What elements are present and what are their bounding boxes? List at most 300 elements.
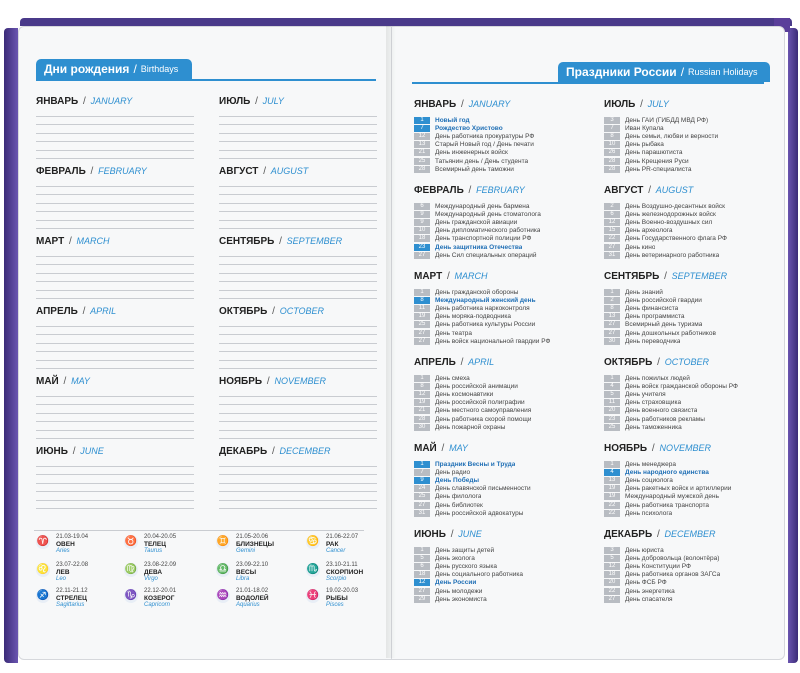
holiday-day: 10 <box>604 141 620 148</box>
cover-edge-top <box>20 18 792 26</box>
holiday-name: День знаний <box>625 288 663 296</box>
write-line <box>219 257 377 266</box>
holiday-name: День Сил специальных операций <box>435 251 537 259</box>
write-line <box>36 108 194 117</box>
holiday-row <box>604 321 779 329</box>
month-heading <box>219 376 326 387</box>
holiday-name: День моряка-подводника <box>435 313 511 321</box>
holiday-row <box>414 460 589 468</box>
write-line <box>36 318 194 327</box>
holiday-day: 18 <box>604 571 620 578</box>
slash: / <box>60 376 70 387</box>
write-line <box>36 142 194 151</box>
holiday-row <box>414 476 589 484</box>
holiday-row <box>604 390 779 398</box>
holiday-day: 6 <box>414 563 430 570</box>
holiday-row <box>414 374 589 382</box>
slash: / <box>458 99 467 110</box>
holiday-day: 25 <box>414 321 430 328</box>
write-line <box>36 388 194 397</box>
holiday-day: 6 <box>414 203 430 210</box>
month-name-ru: ИЮНЬ <box>414 529 446 540</box>
holiday-day: 12 <box>414 133 430 140</box>
holiday-name: День радио <box>435 468 471 476</box>
slash: / <box>645 185 654 196</box>
month-name-ru: СЕНТЯБРЬ <box>604 271 660 282</box>
birthday-write-lines[interactable] <box>219 108 377 159</box>
slash: / <box>637 99 646 110</box>
zodiac-aries-icon: ♈ <box>36 536 50 547</box>
write-line <box>219 187 377 196</box>
holiday-day: 12 <box>604 563 620 570</box>
holidays-tab-rule <box>412 82 764 84</box>
holiday-row <box>604 202 779 210</box>
zodiac-dates: 23.07-22.08 <box>56 562 89 568</box>
holiday-row <box>414 571 589 579</box>
write-line <box>36 204 194 213</box>
zodiac-text <box>144 562 176 583</box>
holiday-list <box>604 460 779 517</box>
zodiac-latin: Gemini <box>236 548 256 554</box>
holiday-name: День войск гражданской обороны РФ <box>625 382 738 390</box>
holiday-day: 2 <box>604 297 620 304</box>
zodiac-latin: Virgo <box>144 576 158 582</box>
holiday-row <box>604 124 779 132</box>
holiday-name: День работника культуры России <box>435 321 536 329</box>
holiday-day: 7 <box>604 125 620 132</box>
write-line <box>36 475 194 484</box>
write-line <box>36 248 194 257</box>
zodiac-sign <box>306 588 391 614</box>
slash: / <box>87 166 97 177</box>
birthday-write-lines[interactable] <box>219 458 377 509</box>
holiday-name: День транспортной полиции РФ <box>435 235 532 243</box>
holiday-name: День российской гвардии <box>625 296 702 304</box>
holiday-list <box>414 288 589 345</box>
tab-separator: / <box>680 65 685 79</box>
holiday-name: День добровольца (волонтёра) <box>625 554 720 562</box>
holiday-row <box>414 415 589 423</box>
write-line <box>219 125 377 134</box>
holiday-name: День финансиста <box>625 304 679 312</box>
holiday-day: 1 <box>604 461 620 468</box>
month-name-en: FEBRUARY <box>98 166 147 176</box>
write-line <box>219 291 377 300</box>
month-name-en: OCTOBER <box>279 306 325 316</box>
write-line <box>219 282 377 291</box>
zodiac-latin: Sagittarius <box>56 602 85 608</box>
holiday-day: 1 <box>604 289 620 296</box>
holiday-day: 7 <box>414 469 430 476</box>
zodiac-text <box>326 588 358 609</box>
holiday-row <box>414 157 589 165</box>
slash: / <box>661 271 670 282</box>
write-line <box>219 335 377 344</box>
zodiac-dates: 21.01-18.02 <box>236 588 269 594</box>
holiday-name: День библиотек <box>435 501 483 509</box>
holiday-list <box>414 202 589 259</box>
holiday-day: 31 <box>414 510 430 517</box>
holiday-row <box>604 501 779 509</box>
holiday-row <box>604 218 779 226</box>
month-heading <box>219 96 284 107</box>
birthdays-title-ru: Дни рождения <box>44 62 130 76</box>
month-name-ru: ФЕВРАЛЬ <box>36 166 86 177</box>
holiday-name: День семьи, любви и верности <box>625 132 719 140</box>
zodiac-text <box>326 534 358 555</box>
zodiac-dates: 20.04-20.05 <box>144 534 177 540</box>
holiday-row <box>604 304 779 312</box>
holiday-row <box>604 587 779 595</box>
holiday-name: День социального работника <box>435 571 523 579</box>
write-line <box>36 335 194 344</box>
birthdays-tab-rule <box>36 79 376 81</box>
month-name-ru: АПРЕЛЬ <box>414 357 456 368</box>
write-line <box>36 458 194 467</box>
holiday-name: День театра <box>435 329 472 337</box>
holiday-day: 7 <box>414 125 430 132</box>
holiday-row <box>604 210 779 218</box>
holiday-day: 13 <box>604 313 620 320</box>
holiday-row <box>414 251 589 259</box>
holiday-row <box>604 509 779 517</box>
month-heading <box>219 166 308 177</box>
holiday-day: 12 <box>604 219 620 226</box>
write-line <box>36 422 194 431</box>
month-name-en: MARCH <box>454 271 488 281</box>
birthday-write-lines[interactable] <box>36 108 194 159</box>
zodiac-dates: 21.06-22.07 <box>326 534 359 540</box>
write-line <box>36 151 194 160</box>
holiday-name: День молодежи <box>435 587 483 595</box>
zodiac-sagittarius-icon: ♐ <box>36 590 50 601</box>
holiday-name: Международный женский день <box>435 296 536 304</box>
holiday-day: 22 <box>604 502 620 509</box>
holiday-row <box>414 141 589 149</box>
holiday-row <box>414 390 589 398</box>
month-heading <box>36 306 116 317</box>
write-line <box>219 484 377 493</box>
holiday-list <box>604 288 779 345</box>
holiday-day: 20 <box>604 579 620 586</box>
holiday-name: День переводчика <box>625 337 681 345</box>
holiday-day: 8 <box>414 297 430 304</box>
birthday-write-lines[interactable] <box>219 318 377 369</box>
holiday-row <box>604 374 779 382</box>
write-line <box>219 501 377 510</box>
holiday-name: День пожилых людей <box>625 374 690 382</box>
zodiac-sign <box>36 562 121 588</box>
write-line <box>219 405 377 414</box>
zodiac-capricorn-icon: ♑ <box>124 590 138 601</box>
holiday-day: 27 <box>414 252 430 259</box>
month-heading <box>414 443 468 454</box>
write-line <box>36 431 194 440</box>
write-line <box>36 257 194 266</box>
write-line <box>219 467 377 476</box>
holiday-row <box>604 546 779 554</box>
zodiac-latin: Scorpio <box>326 576 347 582</box>
write-line <box>36 195 194 204</box>
holiday-name: День работника органов ЗАГСа <box>625 571 721 579</box>
month-name-ru: ЯНВАРЬ <box>414 99 457 110</box>
slash: / <box>465 185 475 196</box>
month-name-en: OCTOBER <box>664 357 710 367</box>
holiday-row <box>604 251 779 259</box>
month-name-ru: ФЕВРАЛЬ <box>414 185 464 196</box>
slash: / <box>269 446 278 457</box>
holiday-row <box>604 468 779 476</box>
holiday-row <box>414 546 589 554</box>
holiday-day: 8 <box>604 305 620 312</box>
zodiac-name: РАК <box>326 541 339 548</box>
holiday-day: 23 <box>414 244 430 251</box>
month-name-ru: НОЯБРЬ <box>219 376 263 387</box>
holiday-name: День энергетика <box>625 587 675 595</box>
holiday-day: 19 <box>604 493 620 500</box>
holiday-row <box>414 149 589 157</box>
month-heading <box>604 357 709 368</box>
month-name-en: JUNE <box>80 446 104 456</box>
birthdays-tab <box>36 59 192 79</box>
holiday-name: День местного самоуправления <box>435 407 532 415</box>
holiday-row <box>414 579 589 587</box>
holiday-row <box>604 423 779 431</box>
month-name-ru: МАЙ <box>36 376 59 387</box>
holiday-row <box>414 329 589 337</box>
holiday-row <box>414 124 589 132</box>
holiday-row <box>604 235 779 243</box>
holiday-day: 19 <box>414 313 430 320</box>
month-heading <box>604 185 693 196</box>
holiday-day: 29 <box>414 596 430 603</box>
holiday-name: День ФСБ РФ <box>625 579 667 587</box>
write-line <box>36 492 194 501</box>
holiday-name: День парашютиста <box>625 149 683 157</box>
holiday-row <box>414 468 589 476</box>
month-heading <box>414 529 482 540</box>
holiday-name: День страховщика <box>625 399 682 407</box>
holiday-day: 27 <box>414 502 430 509</box>
holiday-day: 4 <box>604 383 620 390</box>
month-heading <box>36 236 110 247</box>
holiday-day: 1 <box>414 461 430 468</box>
month-heading <box>604 99 669 110</box>
month-heading <box>36 446 104 457</box>
zodiac-name: ЛЕВ <box>56 569 70 576</box>
write-line <box>36 212 194 221</box>
holiday-row <box>604 554 779 562</box>
holiday-day: 22 <box>604 588 620 595</box>
month-name-en: DECEMBER <box>664 529 716 539</box>
zodiac-pisces-icon: ♓ <box>306 590 320 601</box>
holiday-name: День инженерных войск <box>435 149 508 157</box>
holiday-name: Старый Новый год / День печати <box>435 141 534 149</box>
zodiac-latin: Leo <box>56 576 67 582</box>
slash: / <box>269 306 278 317</box>
month-name-ru: ОКТЯБРЬ <box>219 306 268 317</box>
holiday-day: 30 <box>604 338 620 345</box>
holiday-row <box>604 243 779 251</box>
holiday-day: 27 <box>604 321 620 328</box>
month-name-en: APRIL <box>90 306 117 316</box>
holidays-tab <box>558 62 770 82</box>
birthday-write-lines[interactable] <box>36 458 194 509</box>
write-line <box>219 248 377 257</box>
slash: / <box>276 236 285 247</box>
zodiac-name: ВЕСЫ <box>236 569 257 576</box>
zodiac-name: БЛИЗНЕЦЫ <box>236 541 274 548</box>
holiday-row <box>414 165 589 173</box>
holiday-day: 27 <box>414 338 430 345</box>
holiday-name: День Воздушно-десантных войск <box>625 202 726 210</box>
write-line <box>36 352 194 361</box>
zodiac-dates: 23.08-22.09 <box>144 562 177 568</box>
month-heading <box>414 271 488 282</box>
zodiac-dates: 21.03-19.04 <box>56 534 89 540</box>
month-heading <box>604 443 711 454</box>
zodiac-dates: 23.09-22.10 <box>236 562 269 568</box>
birthday-write-lines[interactable] <box>219 178 377 229</box>
slash: / <box>69 446 79 457</box>
holiday-row <box>604 329 779 337</box>
write-line <box>36 125 194 134</box>
holiday-name: День работников рекламы <box>625 415 705 423</box>
birthday-write-lines[interactable] <box>219 388 377 439</box>
slash: / <box>252 96 261 107</box>
cover-edge-right <box>788 28 798 663</box>
birthday-write-lines[interactable] <box>36 388 194 439</box>
write-line <box>36 397 194 406</box>
slash: / <box>649 443 658 454</box>
holiday-name: День менеджера <box>625 460 676 468</box>
month-name-en: MAY <box>71 376 90 386</box>
month-name-en: JUNE <box>458 529 482 539</box>
write-line <box>36 178 194 187</box>
holiday-name: День экономиста <box>435 595 487 603</box>
holiday-name: День народного единства <box>625 468 709 476</box>
holiday-day: 24 <box>414 485 430 492</box>
holiday-name: День гражданской обороны <box>435 288 519 296</box>
birthday-write-lines[interactable] <box>36 248 194 299</box>
slash: / <box>80 96 89 107</box>
write-line <box>36 134 194 143</box>
birthday-write-lines[interactable] <box>36 318 194 369</box>
zodiac-sign <box>216 562 301 588</box>
holiday-day: 9 <box>414 211 430 218</box>
holiday-name: День юриста <box>625 546 664 554</box>
holiday-row <box>604 313 779 321</box>
holiday-day: 5 <box>604 555 620 562</box>
holiday-name: День военного связиста <box>625 407 698 415</box>
holiday-row <box>604 493 779 501</box>
holiday-day: 15 <box>604 227 620 234</box>
holiday-row <box>604 288 779 296</box>
month-name-ru: МАЙ <box>414 443 437 454</box>
month-name-en: APRIL <box>468 357 495 367</box>
holiday-name: День дошкольных работников <box>625 329 716 337</box>
write-line <box>219 151 377 160</box>
holiday-day: 3 <box>604 547 620 554</box>
holiday-name: День эколога <box>435 554 475 562</box>
slash: / <box>457 357 467 368</box>
zodiac-leo-icon: ♌ <box>36 564 50 575</box>
zodiac-sign <box>306 534 391 560</box>
tab-separator: / <box>133 62 137 76</box>
holiday-name: День ракетных войск и артиллерии <box>625 485 732 493</box>
birthday-write-lines[interactable] <box>36 178 194 229</box>
holiday-name: День смеха <box>435 374 470 382</box>
holiday-row <box>414 382 589 390</box>
write-line <box>219 361 377 370</box>
zodiac-name: СКОРПИОН <box>326 569 364 576</box>
slash: / <box>444 271 453 282</box>
holiday-row <box>414 202 589 210</box>
slash: / <box>79 306 89 317</box>
write-line <box>36 282 194 291</box>
zodiac-libra-icon: ♎ <box>216 564 230 575</box>
holiday-list <box>604 374 779 431</box>
holiday-day: 2 <box>604 203 620 210</box>
month-name-ru: ЯНВАРЬ <box>36 96 79 107</box>
holiday-day: 27 <box>604 244 620 251</box>
holiday-row <box>414 337 589 345</box>
write-line <box>219 265 377 274</box>
holiday-row <box>604 157 779 165</box>
write-line <box>219 274 377 283</box>
holiday-row <box>604 595 779 603</box>
holiday-name: День учителя <box>625 390 666 398</box>
month-name-en: AUGUST <box>655 185 694 195</box>
write-line <box>36 344 194 353</box>
birthday-write-lines[interactable] <box>219 248 377 299</box>
zodiac-text <box>144 534 176 555</box>
holiday-name: День защитника Отечества <box>435 243 523 251</box>
holiday-day: 21 <box>414 149 430 156</box>
holiday-name: День космонавтики <box>435 390 494 398</box>
holiday-name: Международный день стоматолога <box>435 210 541 218</box>
holiday-day: 21 <box>414 407 430 414</box>
zodiac-sign <box>36 534 121 560</box>
holiday-day: 13 <box>414 141 430 148</box>
holiday-row <box>414 218 589 226</box>
zodiac-dates: 19.02-20.03 <box>326 588 359 594</box>
write-line <box>219 204 377 213</box>
month-name-ru: АВГУСТ <box>604 185 644 196</box>
write-line <box>36 361 194 370</box>
holiday-row <box>604 141 779 149</box>
zodiac-taurus-icon: ♉ <box>124 536 138 547</box>
holiday-name: День гражданской авиации <box>435 218 518 226</box>
holiday-row <box>414 554 589 562</box>
holiday-list <box>604 546 779 603</box>
zodiac-dates: 23.10-21.11 <box>326 562 358 568</box>
holiday-list <box>604 202 779 259</box>
holiday-name: Иван Купала <box>625 124 664 132</box>
holiday-row <box>604 476 779 484</box>
holiday-day: 25 <box>604 424 620 431</box>
month-name-en: NOVEMBER <box>274 376 326 386</box>
write-line <box>36 265 194 274</box>
holiday-name: День Победы <box>435 476 480 484</box>
holiday-list <box>414 546 589 603</box>
zodiac-latin: Pisces <box>326 602 344 608</box>
zodiac-sign <box>36 588 121 614</box>
write-line <box>36 187 194 196</box>
holiday-name: День работника наркоконтроля <box>435 304 530 312</box>
holiday-name: Новый год <box>435 116 470 124</box>
holiday-day: 1 <box>604 375 620 382</box>
